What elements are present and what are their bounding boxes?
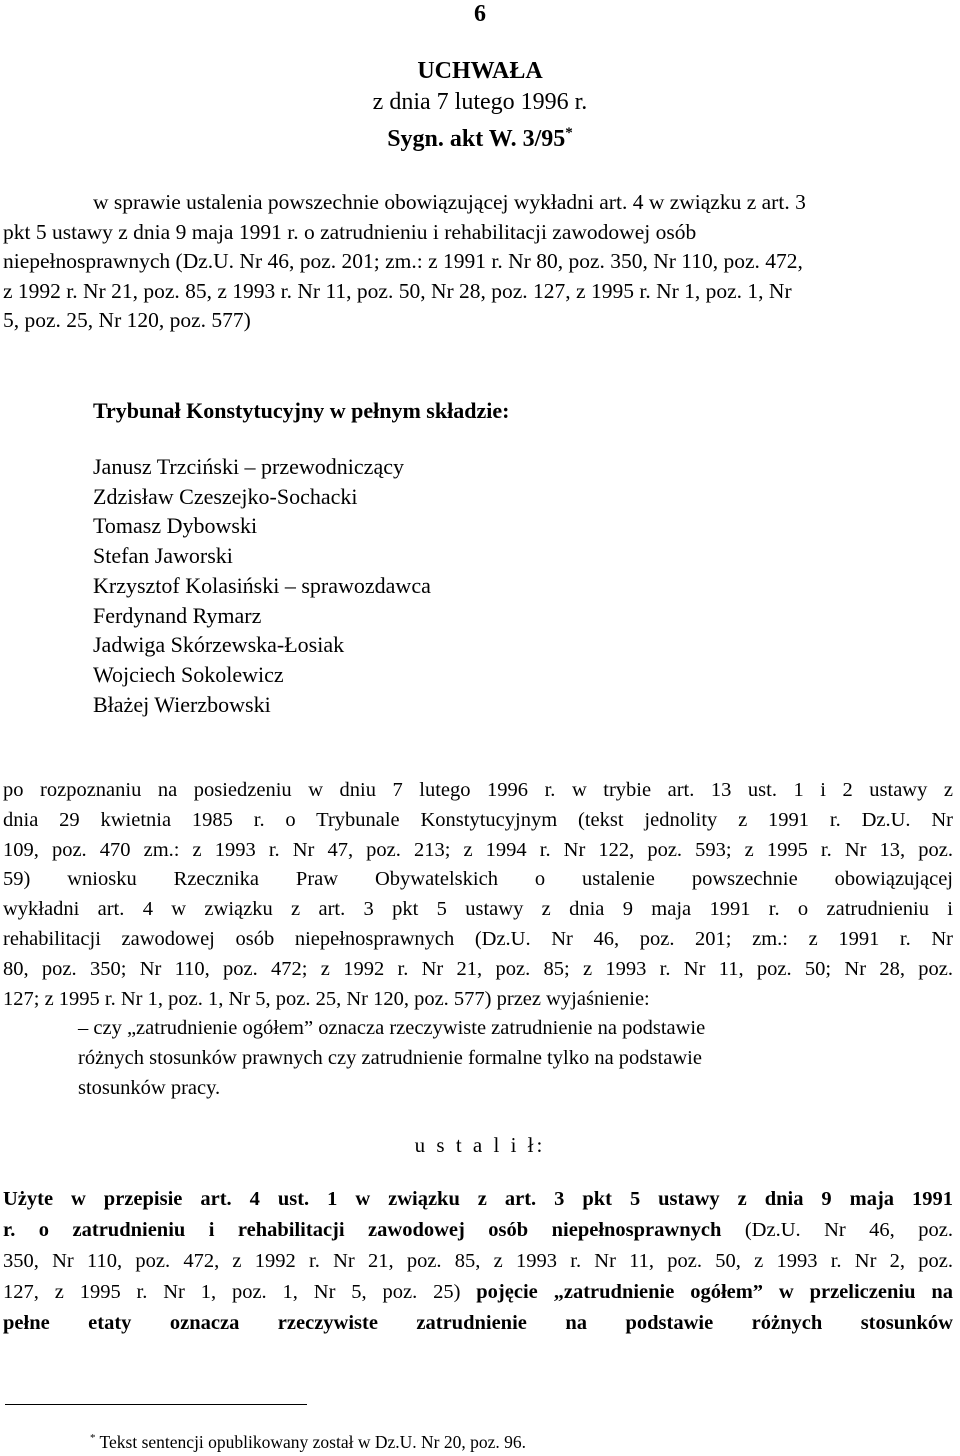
verdict-text: 127, z 1995 r. Nr 1, poz. 1, Nr 5, poz. 25) <box>3 1281 477 1303</box>
question-block <box>78 1014 878 1103</box>
body-line: 80, poz. 350; Nr 110, poz. 472; z 1992 r. Nr 21, poz. 85; z 1993 r. Nr 11, poz. 50; Nr 28, poz. <box>3 957 953 980</box>
verdict-text: (Dz.U. Nr 46, poz. <box>721 1219 953 1241</box>
body-line: rehabilitacji zawodowej osób niepełnosprawnych (Dz.U. Nr 46, poz. 201; zm.: z 1991 r. Nr <box>3 927 953 950</box>
subject-line: z 1992 r. Nr 21, poz. 85, z 1993 r. Nr 11, poz. 50, Nr 28, poz. 127, z 1995 r. Nr 1, poz. 1, Nr <box>3 278 792 303</box>
bench-member: Tomasz Dybowski <box>93 513 258 539</box>
footnote-mark: * <box>90 1432 96 1444</box>
bench-member: Janusz Trzciński – przewodniczący <box>93 454 404 479</box>
bench-member: Jadwiga Skórzewska-Łosiak <box>93 632 345 658</box>
document-title: UCHWAŁA <box>417 58 543 84</box>
verdict-line <box>3 1215 953 1246</box>
footnote-text: Tekst sentencji opublikowany został w Dz.U. Nr 20, poz. 96. <box>95 1431 527 1452</box>
verdict-bold-text: pełne etaty oznacza rzeczywiste zatrudnienie na podstawie różnych stosunków <box>3 1312 953 1334</box>
verdict-bold-text: Użyte w przepisie art. 4 ust. 1 w związku z art. 3 pkt 5 ustawy z dnia 9 maja 1991 <box>3 1188 953 1210</box>
subject-line: niepełnosprawnych (Dz.U. Nr 46, poz. 201; zm.: z 1991 r. Nr 80, poz. 350, Nr 110, poz. 472, <box>3 249 803 273</box>
verdict-paragraph <box>3 1184 953 1339</box>
body-line: po rozpoznaniu na posiedzeniu w dniu 7 lutego 1996 r. w trybie art. 13 ust. 1 i 2 ustawy z <box>3 779 953 801</box>
subject-line: pkt 5 ustawy z dnia 9 maja 1991 r. o zatrudnieniu i rehabilitacji zawodowej osób <box>3 219 697 244</box>
body-line: wykładni art. 4 w związku z art. 3 pkt 5 ustawy z dnia 9 maja 1991 r. o zatrudnieniu i <box>3 898 953 921</box>
question-line: stosunków pracy. <box>78 1076 221 1099</box>
footnote-reference: * <box>565 125 573 141</box>
body-line: 127; z 1995 r. Nr 1, poz. 1, Nr 5, poz. 25, Nr 120, poz. 577) przez wyjaśnienie: <box>3 987 650 1010</box>
verdict-line: 350, Nr 110, poz. 472, z 1992 r. Nr 21, poz. 85, z 1993 r. Nr 11, poz. 50, z 1993 r. Nr 2, poz. <box>3 1250 953 1272</box>
document-date: z dnia 7 lutego 1996 r. <box>372 89 588 115</box>
footnote <box>90 1425 526 1455</box>
verdict-bold-text: pojęcie „zatrudnienie ogółem” w przeliczeniu na <box>476 1281 953 1303</box>
bench-member: Ferdynand Rymarz <box>93 602 262 628</box>
verdict-line <box>3 1184 953 1215</box>
body-line: 109, poz. 470 zm.: z 1993 r. Nr 47, poz. 213; z 1994 r. Nr 122, poz. 593; z 1995 r. Nr 13, poz. <box>3 838 953 861</box>
verdict-heading: u s t a l i ł: <box>414 1133 546 1157</box>
subject-line: w sprawie ustalenia powszechnie obowiązującej wykładni art. 4 w związku z art. 3 <box>93 190 806 214</box>
bench-members <box>93 452 431 719</box>
question-line: różnych stosunków prawnych czy zatrudnienie formalne tylko na podstawie <box>78 1046 702 1069</box>
subject-line: 5, poz. 25, Nr 120, poz. 577) <box>3 308 251 332</box>
resolution-subject <box>3 188 953 336</box>
bench-member: Zdzisław Czeszejko-Sochacki <box>93 483 358 509</box>
bench-member: Wojciech Sokolewicz <box>93 661 284 687</box>
verdict-line <box>3 1277 953 1308</box>
page-number: 6 <box>474 1 486 27</box>
verdict-line <box>3 1308 953 1339</box>
body-line: 59) wniosku Rzecznika Praw Obywatelskich o ustalenie powszechnie obowiązującej <box>3 868 953 891</box>
bench-member: Błażej Wierzbowski <box>93 691 271 717</box>
bench-member: Krzysztof Kolasiński – sprawozdawca <box>93 572 431 598</box>
case-signature <box>0 118 960 155</box>
resolution-header <box>0 56 960 155</box>
case-signature-text: Sygn. akt W. 3/95 <box>387 126 566 152</box>
proceedings-paragraph <box>3 776 953 1014</box>
question-line: – czy „zatrudnienie ogółem” oznacza rzeczywiste zatrudnienie na podstawie <box>78 1017 706 1039</box>
bench-member: Stefan Jaworski <box>93 543 233 569</box>
body-line: dnia 29 kwietnia 1985 r. o Trybunale Konstytucyjnym (tekst jednolity z 1991 r. Dz.U. Nr <box>3 808 953 831</box>
verdict-bold-text: r. o zatrudnieniu i rehabilitacji zawodowej osób niepełnosprawnych <box>3 1219 722 1241</box>
bench-title: Trybunał Konstytucyjny w pełnym składzie: <box>93 398 510 423</box>
footnote-divider <box>5 1404 307 1405</box>
